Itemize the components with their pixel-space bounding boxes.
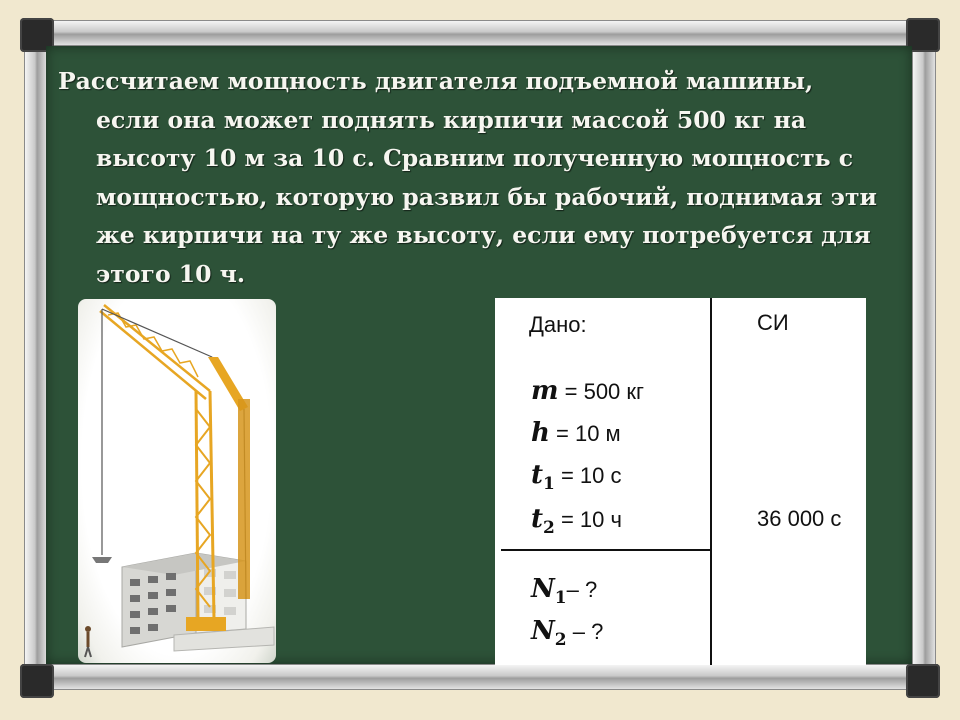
task-line-2: если она может поднять кирпичи массой 500 кг на (96, 105, 807, 134)
crane-counter-mast (238, 399, 250, 599)
table-divider-vertical (710, 298, 712, 665)
task-line-3: высоту 10 м за 10 с. Сравним полученную мощность с (96, 144, 854, 172)
given-row-time-1: $t_1 = 10$ с (531, 460, 622, 494)
board-frame-right (912, 44, 936, 666)
task-line-1: Рассчитаем мощность двигателя подъемной машины, (58, 67, 814, 95)
task-line-5: же кирпичи на ту же высоту, если ему потребуется для (96, 221, 871, 249)
crane-jib (100, 305, 210, 399)
task-line-4: мощностью, которую развил бы рабочий, поднимая эти (96, 182, 877, 211)
find-power-1: $N_1-$ ? (531, 574, 598, 608)
given-table (495, 298, 866, 665)
given-row-mass: m = 500 кг (531, 376, 645, 406)
find-power-2: $N_2$ – ? (531, 616, 604, 650)
tower-crane-icon (78, 299, 276, 663)
given-title: Дано: (529, 312, 587, 337)
crane-base (186, 617, 226, 631)
si-title: СИ (757, 310, 789, 335)
board-frame-top (22, 20, 938, 46)
given-row-height: h = 10 м (531, 418, 621, 448)
frame-corner-bottom-right (906, 664, 940, 698)
task-line-6: этого 10 ч. (96, 259, 246, 288)
given-row-time-2: $t_2 = 10$ ч (531, 504, 622, 538)
table-divider-horizontal (501, 549, 710, 551)
board-frame-left (24, 44, 48, 666)
si-value-time-2: 36 000 с (757, 506, 842, 531)
frame-corner-bottom-left (20, 664, 54, 698)
crane-hook-load (92, 557, 112, 563)
task-statement (58, 62, 908, 293)
crane-illustration (78, 299, 276, 663)
worker-icon (85, 626, 91, 657)
board-frame-bottom (22, 664, 938, 690)
